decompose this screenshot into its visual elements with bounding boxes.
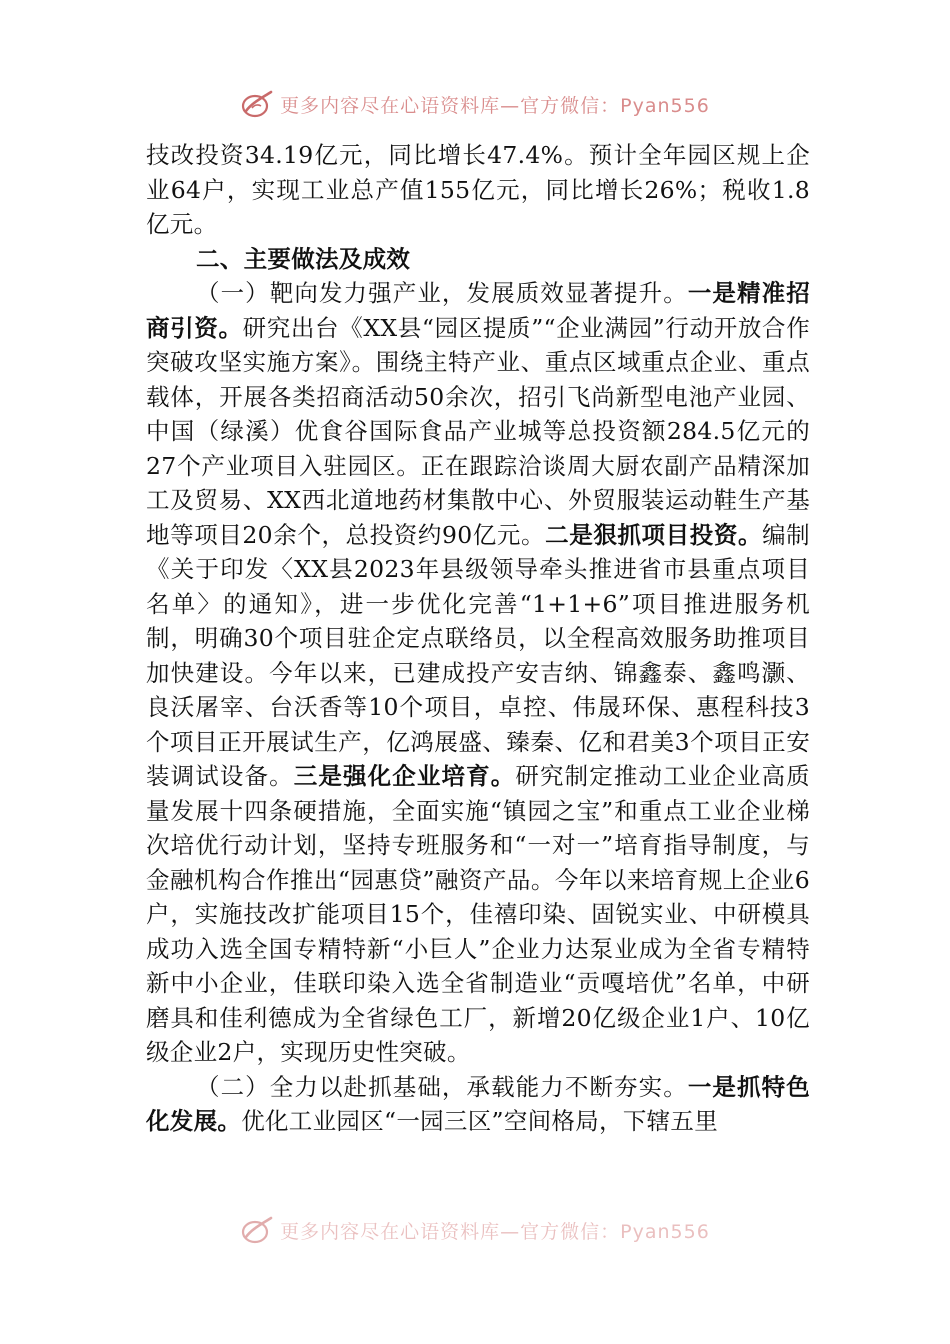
point-3-text: 研究制定推动工业企业高质量发展十四条硬措施，全面实施“镇园之宝”和重点工业企业梯次培优行动计划，坚持专班服务和“一对一”培育指导制度，与金融机构合作推出“园惠贷”融资产品。今年以来培育规上企业6户，实施技改扩能项目15个，佳禧印染、固锐实业、中研模具成功入选全国专精特新“小巨人”企业力达泵业成为全省专精特新中小企业，佳联印染入选全省制造业“贡嘎培优”名单，中研磨具和佳利德成为全省绿色工厂，新增20亿级企业1户、10亿级企业2户，实现历史性突破。: [146, 762, 810, 1066]
section-heading: 二、主要做法及成效: [196, 244, 411, 273]
point-2-text: 编制《关于印发〈XX县2023年县级领导牵头推进省市县重点项目名单〉的通知》，进一步优化完善“1+1+6”项目推进服务机制，明确30个项目驻企定点联络员，以全程高效服务助推项目加快建设。今年以来，已建成投产安吉纳、锦鑫泰、鑫鸣灏、良沃屠宰、台沃香等10个项目，卓控、伟晟环保、惠程科技3个项目正开展试生产，亿鸿展盛、臻秦、亿和君美3个项目正安装调试设备。: [146, 520, 810, 790]
paragraph-section-2: [146, 1070, 810, 1139]
watermark-footer: [0, 1204, 950, 1244]
point-3-title: 三是强化企业培育。: [293, 762, 516, 790]
section-1-lead: （一）靶向发力强产业，发展质效显著提升。: [196, 279, 688, 307]
section-2-lead: （二）全力以赴抓基础，承载能力不断夯实。: [196, 1072, 688, 1101]
brush-logo-icon: [240, 1215, 274, 1244]
document-body: [146, 138, 810, 1139]
point-2-title: 二是狠抓项目投资。: [545, 520, 763, 549]
brush-logo-icon: [240, 89, 274, 119]
watermark-text: 更多内容尽在心语资料库—官方微信：Pyan556: [280, 94, 710, 117]
paragraph-section-1: [146, 276, 810, 1070]
watermark-text: 更多内容尽在心语资料库—官方微信：Pyan556: [280, 1220, 710, 1243]
section-2-point-1-title: 一是抓特色化发展。: [146, 1072, 811, 1135]
point-1-title: 一是精准招商引资。: [146, 279, 811, 342]
paragraph-intro: 技改投资34.19亿元，同比增长47.4%。预计全年园区规上企业64户，实现工业总产值155亿元，同比增长26%；税收1.8亿元。: [146, 141, 810, 238]
point-1-text: 研究出台《XX县“园区提质”“企业满园”行动开放合作突破攻坚实施方案》。围绕主特产业、重点区域重点企业、重点载体，开展各类招商活动50余次，招引飞尚新型电池产业园、中国（绿溪）优食谷国际食品产业城等总投资额284.5亿元的27个产业项目入驻园区。正在跟踪洽谈周大厨农副产品精深加工及贸易、XX西北道地药材集散中心、外贸服装运动鞋生产基地等项目20余个，总投资约90亿元。: [146, 313, 810, 549]
watermark-header: [0, 84, 950, 124]
section-2-point-1-text: 优化工业园区“一园三区”空间格局，下辖五里: [241, 1107, 719, 1135]
